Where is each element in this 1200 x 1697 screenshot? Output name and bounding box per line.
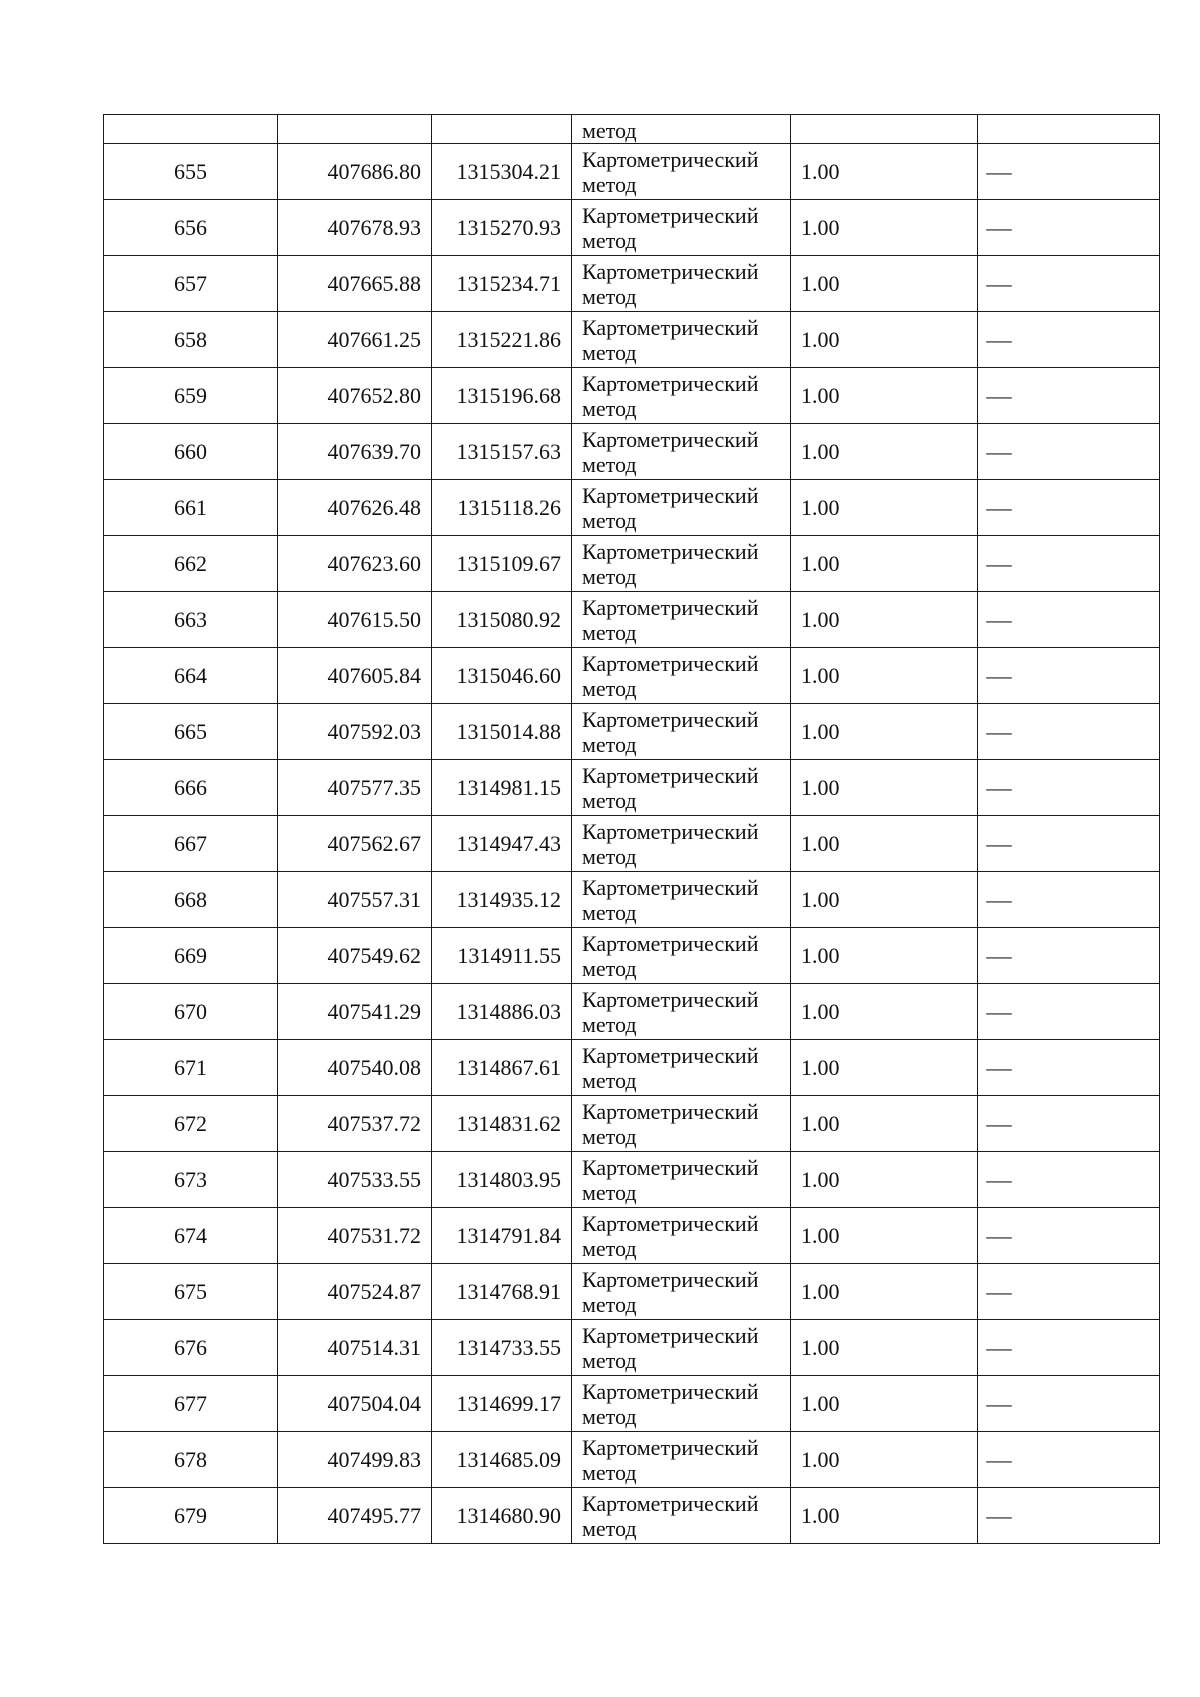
accuracy-cell: 1.00	[791, 984, 978, 1040]
y-coordinate-cell: 1315014.88	[432, 704, 572, 760]
point-number-cell: 670	[104, 984, 278, 1040]
description-dash: —	[986, 495, 1012, 520]
x-coordinate-cell: 407626.48	[278, 480, 432, 536]
description-cell	[978, 1152, 1160, 1208]
x-coordinate-cell: 407623.60	[278, 536, 432, 592]
y-coordinate-cell: 1315234.71	[432, 256, 572, 312]
method-line-2: метод	[582, 227, 637, 253]
accuracy-cell: 1.00	[791, 480, 978, 536]
description-cell	[978, 1096, 1160, 1152]
y-coordinate-cell: 1314680.90	[432, 1488, 572, 1544]
accuracy-cell: 1.00	[791, 872, 978, 928]
method-line-2: метод	[582, 1235, 637, 1261]
method-line-1: Картометрический	[582, 930, 759, 956]
table-row	[104, 592, 1160, 648]
table-row	[104, 536, 1160, 592]
method-line-2: метод	[582, 1403, 637, 1429]
table-row	[104, 144, 1160, 200]
method-line-1: Картометрический	[582, 146, 759, 172]
method-line-1: Картометрический	[582, 314, 759, 340]
method-line-1: Картометрический	[582, 1154, 759, 1180]
description-dash: —	[986, 831, 1012, 856]
x-coordinate-cell: 407499.83	[278, 1432, 432, 1488]
method-line-1: Картометрический	[582, 1098, 759, 1124]
y-coordinate-cell: 1314699.17	[432, 1376, 572, 1432]
description-dash: —	[986, 1111, 1012, 1136]
accuracy-cell: 1.00	[791, 1320, 978, 1376]
method-cell	[572, 480, 791, 536]
method-cell	[572, 816, 791, 872]
x-coordinate-cell: 407678.93	[278, 200, 432, 256]
description-dash: —	[986, 1055, 1012, 1080]
point-number-cell: 679	[104, 1488, 278, 1544]
point-number-cell: 662	[104, 536, 278, 592]
continuation-row	[104, 115, 1160, 144]
point-number-cell: 663	[104, 592, 278, 648]
description-dash: —	[986, 1503, 1012, 1528]
accuracy-cell: 1.00	[791, 1096, 978, 1152]
method-line-1: Картометрический	[582, 874, 759, 900]
point-number-cell: 656	[104, 200, 278, 256]
method-line-2: метод	[582, 507, 637, 533]
description-dash: —	[986, 887, 1012, 912]
method-line-2: метод	[582, 171, 637, 197]
description-dash: —	[986, 775, 1012, 800]
method-cell: метод	[572, 115, 791, 144]
table-row	[104, 760, 1160, 816]
accuracy-cell: 1.00	[791, 592, 978, 648]
y-coordinate-cell: 1315109.67	[432, 536, 572, 592]
x-coordinate-cell: 407661.25	[278, 312, 432, 368]
method-line-1: Картометрический	[582, 426, 759, 452]
point-number-cell: 665	[104, 704, 278, 760]
table-row	[104, 480, 1160, 536]
y-coordinate-cell	[432, 115, 572, 144]
accuracy-cell: 1.00	[791, 312, 978, 368]
accuracy-cell: 1.00	[791, 1040, 978, 1096]
point-number-cell: 672	[104, 1096, 278, 1152]
x-coordinate-cell: 407605.84	[278, 648, 432, 704]
method-cell	[572, 144, 791, 200]
description-cell	[978, 592, 1160, 648]
table-row	[104, 424, 1160, 480]
description-dash: —	[986, 327, 1012, 352]
y-coordinate-cell: 1314911.55	[432, 928, 572, 984]
method-line-2: метод	[582, 339, 637, 365]
x-coordinate-cell	[278, 115, 432, 144]
description-dash: —	[986, 1335, 1012, 1360]
description-dash: —	[986, 383, 1012, 408]
x-coordinate-cell: 407639.70	[278, 424, 432, 480]
table-row	[104, 816, 1160, 872]
method-line-2: метод	[582, 1123, 637, 1149]
method-line-1: Картометрический	[582, 258, 759, 284]
table-row	[104, 1376, 1160, 1432]
point-number-cell: 661	[104, 480, 278, 536]
method-line-1: Картометрический	[582, 1266, 759, 1292]
method-cell	[572, 760, 791, 816]
description-cell	[978, 368, 1160, 424]
method-line-1: Картометрический	[582, 1042, 759, 1068]
description-cell	[978, 480, 1160, 536]
method-cell	[572, 200, 791, 256]
table-body	[104, 115, 1160, 1544]
table-row	[104, 368, 1160, 424]
description-cell	[978, 1376, 1160, 1432]
method-line-1: Картометрический	[582, 1210, 759, 1236]
accuracy-cell: 1.00	[791, 816, 978, 872]
y-coordinate-cell: 1315157.63	[432, 424, 572, 480]
description-cell	[978, 816, 1160, 872]
method-line-2: метод	[582, 1011, 637, 1037]
y-coordinate-cell: 1314947.43	[432, 816, 572, 872]
x-coordinate-cell: 407592.03	[278, 704, 432, 760]
accuracy-cell: 1.00	[791, 536, 978, 592]
point-number-cell: 669	[104, 928, 278, 984]
description-dash: —	[986, 1391, 1012, 1416]
accuracy-cell: 1.00	[791, 648, 978, 704]
x-coordinate-cell: 407541.29	[278, 984, 432, 1040]
description-cell	[978, 424, 1160, 480]
accuracy-cell: 1.00	[791, 1488, 978, 1544]
point-number-cell: 659	[104, 368, 278, 424]
method-line-1: Картометрический	[582, 1490, 759, 1516]
x-coordinate-cell: 407665.88	[278, 256, 432, 312]
y-coordinate-cell: 1315221.86	[432, 312, 572, 368]
accuracy-cell: 1.00	[791, 1208, 978, 1264]
method-line-1: Картометрический	[582, 762, 759, 788]
method-line-1: Картометрический	[582, 482, 759, 508]
method-cell	[572, 872, 791, 928]
description-cell	[978, 704, 1160, 760]
y-coordinate-cell: 1315304.21	[432, 144, 572, 200]
method-line-2: метод	[582, 1347, 637, 1373]
y-coordinate-cell: 1314981.15	[432, 760, 572, 816]
method-line-1: Картометрический	[582, 1434, 759, 1460]
point-number-cell: 666	[104, 760, 278, 816]
method-line-2: метод	[582, 955, 637, 981]
x-coordinate-cell: 407531.72	[278, 1208, 432, 1264]
point-number-cell	[104, 115, 278, 144]
accuracy-cell: 1.00	[791, 144, 978, 200]
x-coordinate-cell: 407562.67	[278, 816, 432, 872]
method-line-1: Картометрический	[582, 1378, 759, 1404]
method-line-1: Картометрический	[582, 538, 759, 564]
description-cell	[978, 760, 1160, 816]
table-row	[104, 1040, 1160, 1096]
description-dash: —	[986, 1447, 1012, 1472]
description-cell	[978, 872, 1160, 928]
y-coordinate-cell: 1314831.62	[432, 1096, 572, 1152]
description-cell	[978, 1040, 1160, 1096]
method-cell	[572, 1152, 791, 1208]
description-cell	[978, 1432, 1160, 1488]
table-row	[104, 1208, 1160, 1264]
description-dash: —	[986, 999, 1012, 1024]
method-cell	[572, 704, 791, 760]
accuracy-cell: 1.00	[791, 424, 978, 480]
y-coordinate-cell: 1315118.26	[432, 480, 572, 536]
method-line-1: Картометрический	[582, 818, 759, 844]
method-line-2: метод	[582, 1515, 637, 1541]
point-number-cell: 667	[104, 816, 278, 872]
accuracy-cell: 1.00	[791, 1376, 978, 1432]
y-coordinate-cell: 1314768.91	[432, 1264, 572, 1320]
method-line-2: метод	[582, 843, 637, 869]
point-number-cell: 671	[104, 1040, 278, 1096]
method-line-2: метод	[582, 451, 637, 477]
method-cell	[572, 1432, 791, 1488]
x-coordinate-cell: 407524.87	[278, 1264, 432, 1320]
method-cell	[572, 1376, 791, 1432]
accuracy-cell: 1.00	[791, 368, 978, 424]
description-dash: —	[986, 663, 1012, 688]
x-coordinate-cell: 407686.80	[278, 144, 432, 200]
method-cell	[572, 1264, 791, 1320]
description-cell	[978, 144, 1160, 200]
x-coordinate-cell: 407557.31	[278, 872, 432, 928]
y-coordinate-cell: 1314791.84	[432, 1208, 572, 1264]
description-cell	[978, 1208, 1160, 1264]
accuracy-cell: 1.00	[791, 760, 978, 816]
description-cell	[978, 312, 1160, 368]
x-coordinate-cell: 407652.80	[278, 368, 432, 424]
description-dash: —	[986, 159, 1012, 184]
point-number-cell: 673	[104, 1152, 278, 1208]
point-number-cell: 677	[104, 1376, 278, 1432]
y-coordinate-cell: 1314803.95	[432, 1152, 572, 1208]
x-coordinate-cell: 407549.62	[278, 928, 432, 984]
boundary-points-table	[103, 114, 1160, 1544]
method-cell	[572, 368, 791, 424]
description-dash: —	[986, 607, 1012, 632]
description-dash: —	[986, 1167, 1012, 1192]
x-coordinate-cell: 407495.77	[278, 1488, 432, 1544]
method-line-2: метод	[582, 1291, 637, 1317]
description-cell	[978, 200, 1160, 256]
point-number-cell: 657	[104, 256, 278, 312]
y-coordinate-cell: 1315046.60	[432, 648, 572, 704]
x-coordinate-cell: 407615.50	[278, 592, 432, 648]
table-row	[104, 256, 1160, 312]
accuracy-cell: 1.00	[791, 1152, 978, 1208]
description-dash: —	[986, 215, 1012, 240]
method-line-1: Картометрический	[582, 594, 759, 620]
table-row	[104, 1264, 1160, 1320]
method-cell	[572, 256, 791, 312]
description-cell	[978, 1488, 1160, 1544]
table-row	[104, 704, 1160, 760]
method-cell	[572, 1320, 791, 1376]
table-row	[104, 872, 1160, 928]
method-cell	[572, 1488, 791, 1544]
method-cell	[572, 648, 791, 704]
description-cell	[978, 928, 1160, 984]
y-coordinate-cell: 1314733.55	[432, 1320, 572, 1376]
table-row	[104, 984, 1160, 1040]
table-row	[104, 200, 1160, 256]
method-line-2: метод	[582, 563, 637, 589]
description-dash: —	[986, 943, 1012, 968]
method-line-1: Картометрический	[582, 650, 759, 676]
table-row	[104, 648, 1160, 704]
point-number-cell: 676	[104, 1320, 278, 1376]
description-dash: —	[986, 271, 1012, 296]
y-coordinate-cell: 1315080.92	[432, 592, 572, 648]
method-line-1: Картометрический	[582, 202, 759, 228]
x-coordinate-cell: 407537.72	[278, 1096, 432, 1152]
point-number-cell: 674	[104, 1208, 278, 1264]
point-number-cell: 655	[104, 144, 278, 200]
method-line-2: метод	[582, 787, 637, 813]
accuracy-cell: 1.00	[791, 256, 978, 312]
point-number-cell: 660	[104, 424, 278, 480]
y-coordinate-cell: 1314935.12	[432, 872, 572, 928]
method-cell	[572, 1208, 791, 1264]
description-dash: —	[986, 439, 1012, 464]
method-line-1: Картометрический	[582, 706, 759, 732]
point-number-cell: 675	[104, 1264, 278, 1320]
description-cell	[978, 536, 1160, 592]
table-row	[104, 1320, 1160, 1376]
method-cell	[572, 592, 791, 648]
table-row	[104, 1432, 1160, 1488]
method-line-2: метод	[582, 1067, 637, 1093]
method-cell	[572, 1040, 791, 1096]
table-row	[104, 1152, 1160, 1208]
description-cell	[978, 256, 1160, 312]
y-coordinate-cell: 1315270.93	[432, 200, 572, 256]
method-line-1: Картометрический	[582, 370, 759, 396]
method-line-2: метод	[582, 619, 637, 645]
point-number-cell: 678	[104, 1432, 278, 1488]
method-line-2: метод	[582, 675, 637, 701]
description-dash: —	[986, 1279, 1012, 1304]
y-coordinate-cell: 1314685.09	[432, 1432, 572, 1488]
accuracy-cell: 1.00	[791, 928, 978, 984]
x-coordinate-cell: 407533.55	[278, 1152, 432, 1208]
table-row	[104, 1488, 1160, 1544]
description-cell	[978, 648, 1160, 704]
accuracy-cell: 1.00	[791, 200, 978, 256]
point-number-cell: 668	[104, 872, 278, 928]
description-dash: —	[986, 551, 1012, 576]
point-number-cell: 664	[104, 648, 278, 704]
x-coordinate-cell: 407577.35	[278, 760, 432, 816]
x-coordinate-cell: 407514.31	[278, 1320, 432, 1376]
x-coordinate-cell: 407504.04	[278, 1376, 432, 1432]
description-cell	[978, 1264, 1160, 1320]
accuracy-cell	[791, 115, 978, 144]
table-row	[104, 1096, 1160, 1152]
method-line-2: метод	[582, 899, 637, 925]
method-cell	[572, 928, 791, 984]
accuracy-cell: 1.00	[791, 1432, 978, 1488]
method-line-1: Картометрический	[582, 986, 759, 1012]
description-dash: —	[986, 719, 1012, 744]
y-coordinate-cell: 1314886.03	[432, 984, 572, 1040]
x-coordinate-cell: 407540.08	[278, 1040, 432, 1096]
accuracy-cell: 1.00	[791, 704, 978, 760]
method-cell	[572, 424, 791, 480]
description-cell	[978, 1320, 1160, 1376]
point-number-cell: 658	[104, 312, 278, 368]
method-cell	[572, 1096, 791, 1152]
method-line-1: Картометрический	[582, 1322, 759, 1348]
description-dash: —	[986, 1223, 1012, 1248]
method-line-2: метод	[582, 395, 637, 421]
method-cell	[572, 312, 791, 368]
description-cell	[978, 984, 1160, 1040]
description-cell	[978, 115, 1160, 144]
method-line-2: метод	[582, 1459, 637, 1485]
table-row	[104, 928, 1160, 984]
y-coordinate-cell: 1314867.61	[432, 1040, 572, 1096]
accuracy-cell: 1.00	[791, 1264, 978, 1320]
method-cell	[572, 536, 791, 592]
method-line-2: метод	[582, 283, 637, 309]
method-line-2: метод	[582, 1179, 637, 1205]
table-row	[104, 312, 1160, 368]
method-cell	[572, 984, 791, 1040]
method-line-2: метод	[582, 731, 637, 757]
y-coordinate-cell: 1315196.68	[432, 368, 572, 424]
